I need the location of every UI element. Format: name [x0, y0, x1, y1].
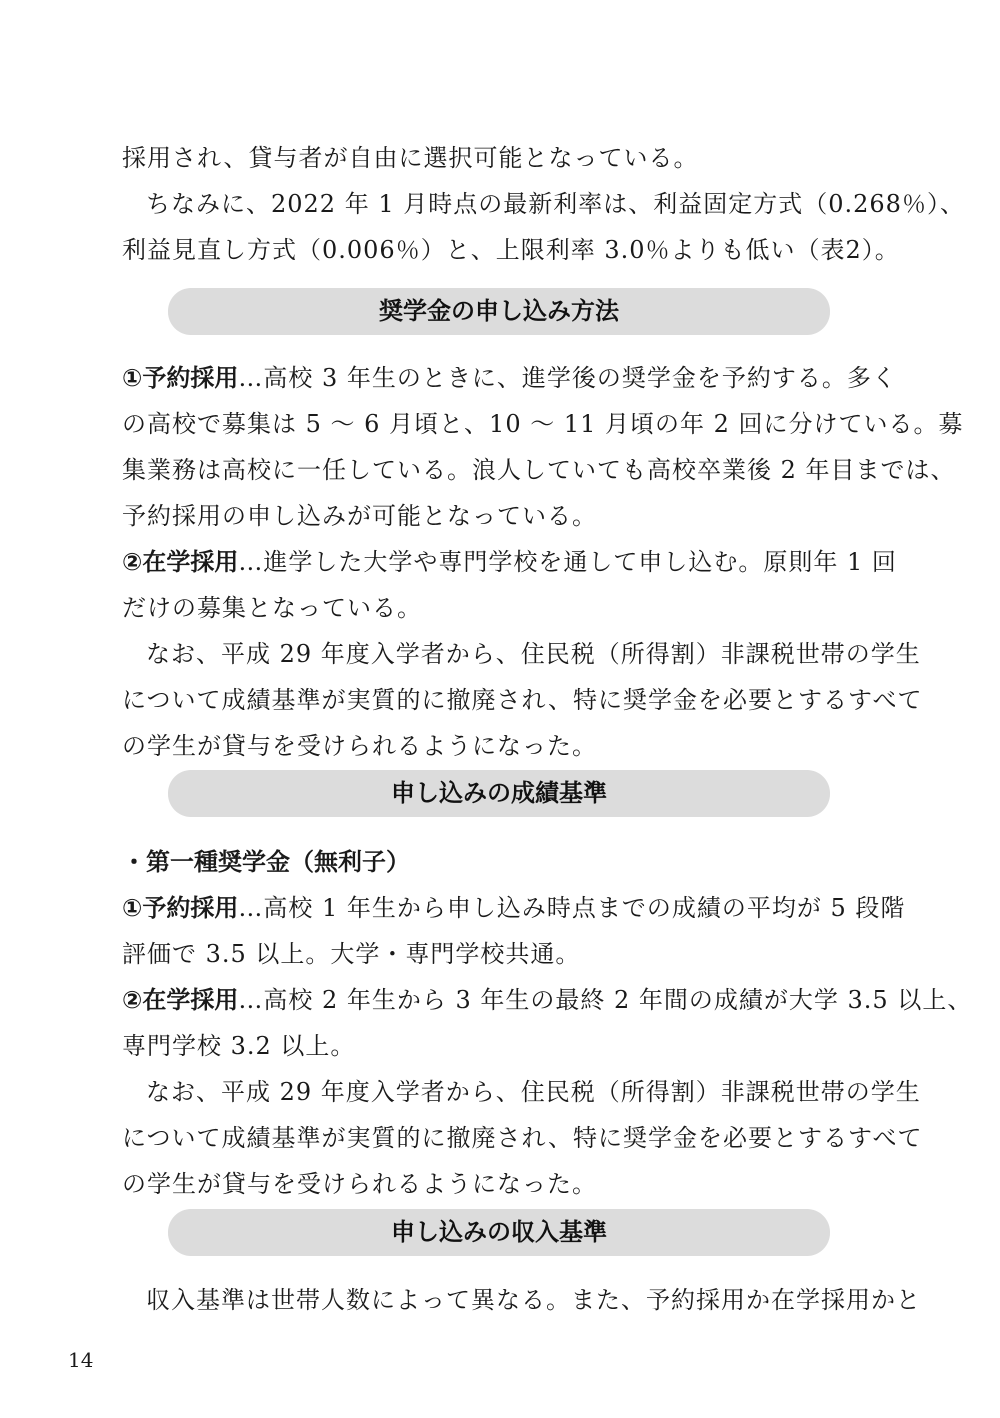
item-label: ②在学採用: [122, 548, 239, 576]
paragraph-line: [122, 888, 906, 928]
paragraph-line: [122, 358, 897, 398]
paragraph-line: [122, 542, 897, 582]
paragraph-line: だけの募集となっている。: [122, 594, 422, 622]
paragraph-line: 予約採用の申し込みが可能となっている。: [122, 502, 597, 530]
paragraph-line: なお、平成 29 年度入学者から、住民税（所得割）非課税世帯の学生: [146, 1078, 921, 1106]
item-label: ②在学採用: [122, 986, 239, 1014]
paragraph-line: の学生が貸与を受けられるようになった。: [122, 732, 597, 760]
item-text: …高校 2 年生から 3 年生の最終 2 年間の成績が大学 3.5 以上、: [238, 986, 973, 1014]
item-text: …高校 3 年生のときに、進学後の奨学金を予約する。多く: [238, 364, 897, 392]
paragraph-line: 収入基準は世帯人数によって異なる。また、予約採用か在学採用かと: [146, 1286, 921, 1314]
intro-line-1: 採用され、貸与者が自由に選択可能となっている。: [122, 144, 699, 172]
section-heading-grade-criteria: 申し込みの成績基準: [168, 770, 830, 817]
item-label: ①予約採用: [122, 894, 239, 922]
paragraph-line: 専門学校 3.2 以上。: [122, 1032, 356, 1060]
item-text: …高校 1 年生から申し込み時点までの成績の平均が 5 段階: [238, 894, 906, 922]
paragraph-line: の学生が貸与を受けられるようになった。: [122, 1170, 597, 1198]
intro-line-2: ちなみに、2022 年 1 月時点の最新利率は、利益固定方式（0.268％）、: [146, 190, 965, 218]
section-heading-income-criteria: 申し込みの収入基準: [168, 1209, 830, 1256]
paragraph-line: の高校で募集は 5 ～ 6 月頃と、10 ～ 11 月頃の年 2 回に分けている。募: [122, 410, 964, 438]
section-heading-application-method: 奨学金の申し込み方法: [168, 288, 830, 335]
intro-line-3: 利益見直し方式（0.006％）と、上限利率 3.0％よりも低い（表2）。: [122, 236, 900, 264]
page-number: 14: [68, 1348, 94, 1372]
paragraph-line: について成績基準が実質的に撤廃され、特に奨学金を必要とするすべて: [122, 1124, 923, 1152]
paragraph-line: について成績基準が実質的に撤廃され、特に奨学金を必要とするすべて: [122, 686, 923, 714]
item-label: ①予約採用: [122, 364, 239, 392]
paragraph-line: 集業務は高校に一任している。浪人していても高校卒業後 2 年目までは、: [122, 456, 956, 484]
paragraph-line: なお、平成 29 年度入学者から、住民税（所得割）非課税世帯の学生: [146, 640, 921, 668]
item-text: …進学した大学や専門学校を通して申し込む。原則年 1 回: [238, 548, 897, 576]
paragraph-line: 評価で 3.5 以上。大学・専門学校共通。: [122, 940, 581, 968]
subheading: ・第一種奨学金（無利子）: [122, 848, 410, 876]
paragraph-line: [122, 980, 973, 1020]
